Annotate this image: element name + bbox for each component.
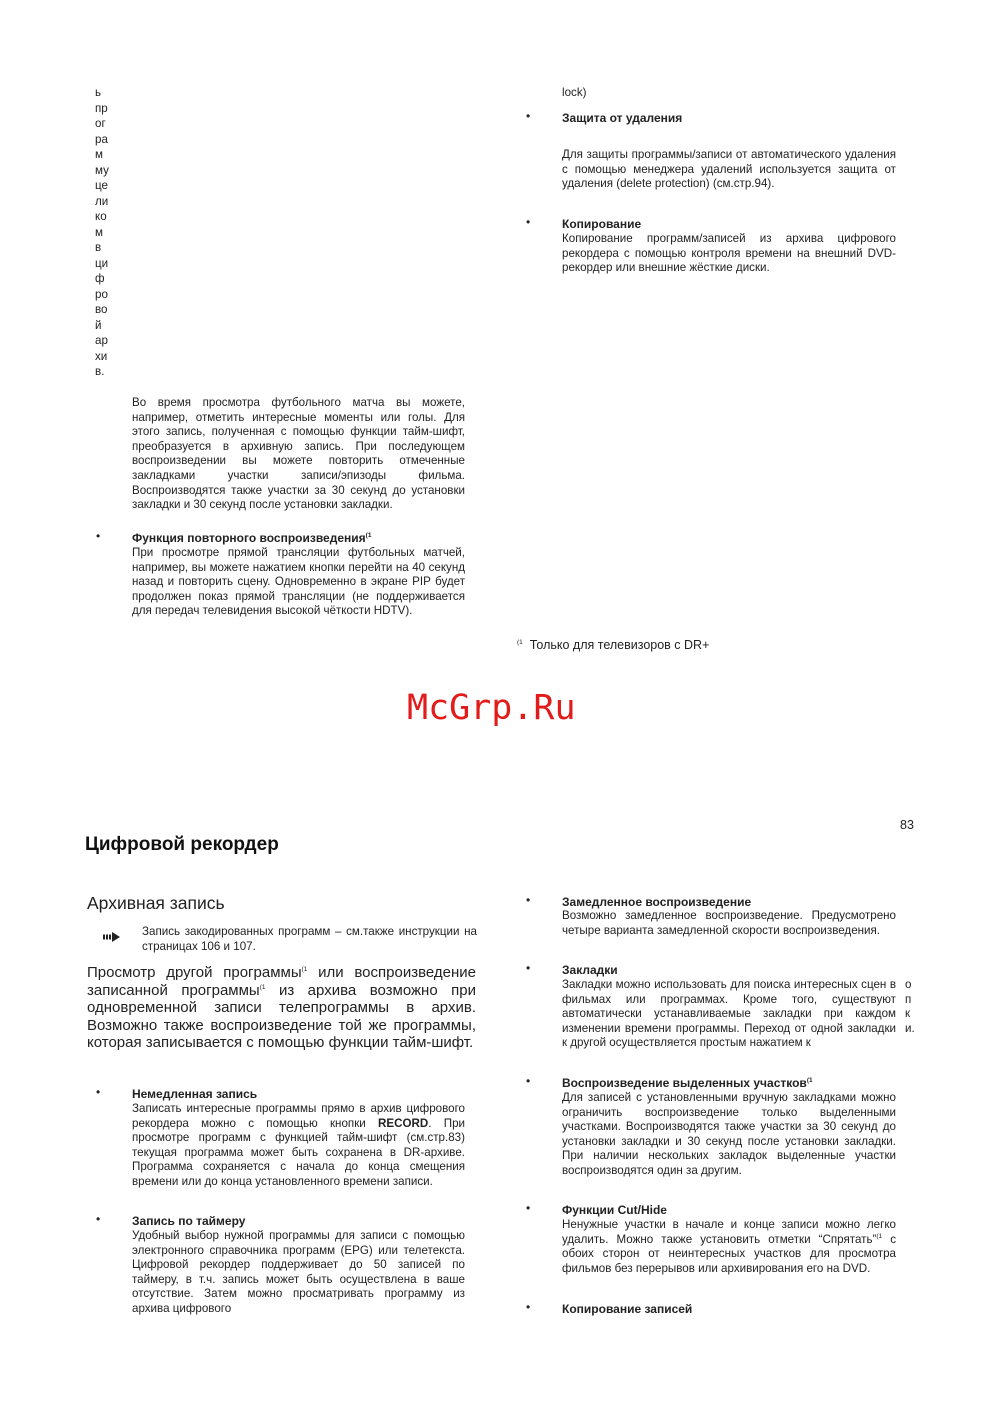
bullet-icon: • [526,109,531,123]
instant-body-text: . При просмотре программ с функцией тайм-шифт (см.стр.83) текущая программа может быть сохранена в DR-архиве. Программа сохраняется с начала до конца смещения времени или до конца установленного времени записи. [132,1116,465,1188]
vertical-fragment: в. [95,365,105,378]
overflow-fragments [905,978,915,1036]
instant-body-text: Записать интересные программы прямо в архив цифрового рекордера можно с помощью кнопки [132,1102,465,1130]
timer-title: Запись по таймеру [132,1214,246,1228]
footnote-ref: (1 [301,966,308,973]
marks-body: Закладки можно использовать для поиска интересных сцен в фильмах или программах. Кроме того, существуют автоматически устанавливаемые закладки при каждом изменении времени программы. Переход от одной закладки к другой осуществляется простым нажатием к [562,978,896,1050]
selected-title-text: Воспроизведение выделенных участков [562,1076,807,1090]
protect-title: Защита от удаления [562,111,683,125]
vertical-fragment: в [95,241,102,254]
vertical-fragment: ко [95,210,107,223]
timer-body: Удобный выбор нужной программы для записи с помощью электронного справочника программ (EPG) или телетекста. Цифровой рекордер поддерживает до 50 записей по таймеру, в т.ч. запись может быть осуществлена в ваше отсутствие. Затем можно просматривать программу из архива цифрового [132,1229,465,1315]
footnote-mark: (1 [517,638,523,646]
protect-body: Для защиты программы/записи от автоматического удаления с помощью менеджера удалений используется защита от удаления (delete protection) (см.стр.94). [562,148,896,191]
footnote [517,638,709,653]
bullet-icon: • [526,1201,531,1215]
instant-body [132,1102,465,1190]
bullet-icon: • [96,529,101,543]
vertical-fragment: ф [95,272,105,285]
slow-body: Возможно замедленное воспроизведение. Предусмотрено четыре варианта замедленной скорости воспроизведения. [562,909,896,937]
cut-title: Функции Cut/Hide [562,1203,667,1217]
bullet-icon: • [526,1300,531,1314]
replay-title [132,531,371,546]
bullet-icon: • [96,1085,101,1099]
footnote-ref: (1 [806,1077,813,1084]
arrow-right-icon [103,932,121,942]
footnote-ref: (1 [259,983,266,991]
overflow-fragment: к [905,1007,911,1021]
bullet-icon: • [526,1074,531,1088]
copyrec-title: Копирование записей [562,1302,693,1316]
marks-title: Закладки [562,963,618,977]
instant-title: Немедленная запись [132,1087,258,1101]
footnote-ref: (1 [876,1232,883,1240]
note-text: Запись закодированных программ – см.также инструкции на страницах 106 и 107. [142,925,477,953]
footnote-text: Только для телевизоров с DR+ [529,638,710,652]
vertical-fragment: ог [95,117,106,130]
bullet-icon: • [526,961,531,975]
replay-body: При просмотре прямой трансляции футбольных матчей, например, вы можете нажатием кнопки перейти на 40 секунд назад и повторить сцену. Одновременно в экране PIP будет продолжен показ прямой трансляции (не поддерживается для передач телевидения высокой чёткости HDTV). [132,546,465,618]
selected-title [562,1076,813,1091]
vertical-fragment: во [95,303,108,316]
copy-title: Копирование [562,217,642,231]
section-title: Цифровой рекордер [85,834,279,855]
vertical-fragment: ро [95,287,108,301]
lead-text: Просмотр другой программы [87,964,302,981]
slow-title: Замедленное воспроизведение [562,895,752,909]
overflow-fragment: о [905,978,912,991]
subsection-title: Архивная запись [87,893,225,913]
page-number: 83 [900,818,914,832]
vertical-fragment: це [95,179,108,192]
overflow-fragment: и. [905,1021,915,1035]
vertical-fragment: ь [95,86,102,99]
vertical-fragment: ра [95,132,108,146]
bullet-icon: • [96,1212,101,1226]
bullet-icon: • [526,893,531,907]
copy-body: Копирование программ/записей из архива цифрового рекордера с помощью контроля времени на внешний DVD-рекордер или внешние жёсткие диски. [562,232,896,275]
cut-body-text: с обоих сторон от неинтересных участков для просмотра фильмов без перерывов или архивирования его на DVD. [562,1232,896,1275]
vertical-fragment: й [95,318,102,332]
vertical-fragment: м [95,148,103,161]
cut-body-text: Ненужные участки в начале и конце записи можно легко удалить. Можно также установить отметки “Спрятать” [562,1218,896,1246]
vertical-fragment: хи [95,349,108,363]
vertical-fragment: м [95,225,103,239]
vertical-fragment: ар [95,334,108,347]
overflow-fragment: п [905,992,912,1006]
footnote-ref: (1 [365,532,372,539]
bullet-icon: • [526,215,531,229]
replay-title-text: Функция повторного воспроизведения [132,531,366,545]
vertical-fragment: му [95,163,109,177]
watermark: McGrp.Ru [407,688,576,728]
vertical-fragment: ли [95,194,109,208]
lock-fragment: lock) [562,86,587,99]
vertical-text-fragments [95,85,115,380]
lead-text: или воспроизведение записанной программы [87,964,476,999]
bookmarks-paragraph: Во время просмотра футбольного матча вы можете, например, отметить интересные моменты или голы. Для этого запись, полученная с помощью функции тайм-шифт, преобразуется в архивную запись. При последующем воспроизведении вы можете повторить отмеченные закладками участки записи/эпизоды фильма. Воспроизводятся также участки за 30 секунд до установки закладки и 30 секунд после установки закладки. [132,396,465,512]
lead-text: из архива возможно при одновременной записи телепрограммы в архив. Возможно также воспроизведение той же программы, которая записывается с помощью функции тайм-шифт. [87,981,477,1052]
cut-body [562,1218,896,1276]
vertical-fragment: пр [95,101,108,115]
lead-paragraph [87,964,476,1052]
vertical-fragment: ци [95,256,109,270]
record-key-label: RECORD [378,1116,429,1130]
selected-body: Для записей с установленными вручную закладками можно ограничить воспроизведение только выделенными участками. Воспроизводятся также участки за 30 секунд до установки закладки и 30 секунд после установки закладки. При наличии нескольких закладок выделенные участки воспроизводятся один за другим. [562,1091,896,1177]
